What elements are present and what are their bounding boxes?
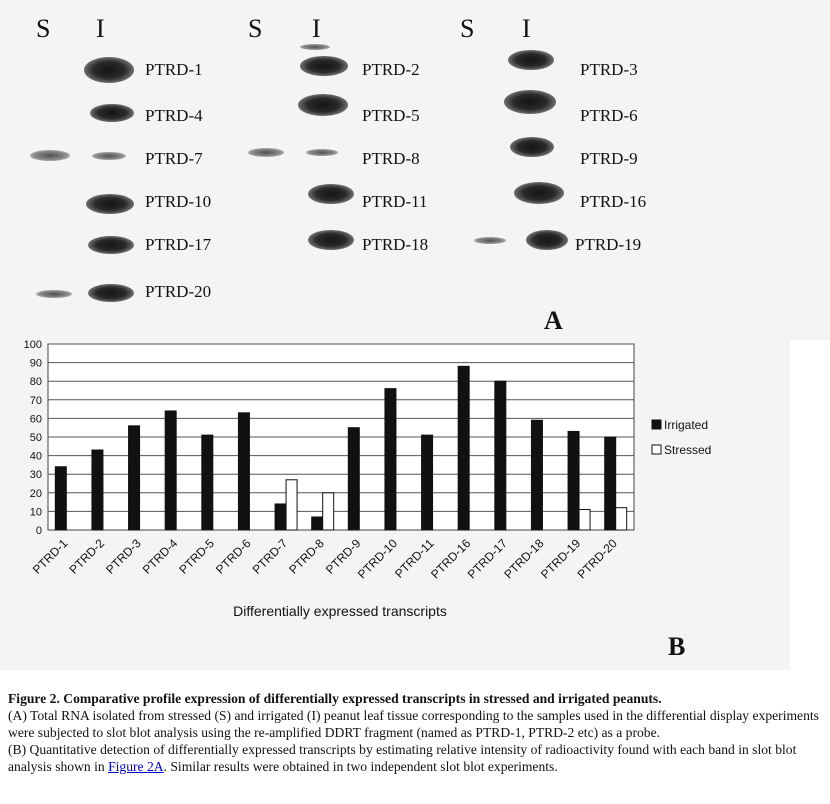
blot-label: PTRD-10 [145,192,212,211]
lane-header-irrigated: I [522,14,531,43]
x-tick-label: PTRD-9 [322,536,364,577]
blot-band [248,148,284,157]
y-tick-label: 20 [29,487,42,500]
bar-chart [0,338,790,670]
blot-band [86,194,134,214]
blot-band [504,90,556,114]
blot-band [308,184,354,204]
blot-label: PTRD-17 [145,235,212,254]
y-tick-label: 60 [29,413,42,426]
legend-swatch [652,420,661,429]
x-tick-label: PTRD-2 [66,536,108,577]
x-tick-label: PTRD-19 [537,536,584,582]
blot-band [508,50,554,70]
y-tick-label: 30 [29,469,42,482]
figure-caption [8,690,824,775]
bar-irrigated [312,517,323,530]
bar-irrigated [422,435,433,530]
lane-header-stressed: S [248,14,263,43]
caption-text: . Similar results were obtained in two independent slot blot experiments. [163,759,558,774]
legend-label: Irrigated [664,418,709,432]
panel-letter-a: A [544,306,563,335]
x-tick-label: PTRD-5 [176,536,217,577]
x-tick-label: PTRD-18 [501,536,547,582]
bar-irrigated [55,467,66,530]
figure-2a-link[interactable]: Figure 2A [108,759,164,774]
blot-label: PTRD-20 [145,282,212,301]
bar-irrigated [605,437,616,530]
bar-irrigated [238,413,249,530]
lane-header-irrigated: I [96,14,105,43]
blot-label: PTRD-8 [362,149,420,168]
lane-header-stressed: S [36,14,51,43]
x-tick-label: PTRD-10 [354,536,401,582]
y-tick-label: 40 [29,450,42,463]
blot-label: PTRD-3 [580,60,638,79]
blot-label: PTRD-1 [145,60,203,79]
x-tick-label: PTRD-3 [103,536,144,577]
legend-swatch [652,445,661,454]
x-tick-label: PTRD-7 [249,536,291,577]
y-tick-label: 50 [29,432,42,444]
caption-text: (B) Quantitative detection of differentially expressed transcripts by estimating relative intensity of radioactivity found with each band in slot blot analysis shown in [8,742,797,774]
blot-label: PTRD-5 [362,106,420,125]
blot-band [306,149,338,156]
blot-label: PTRD-4 [145,106,203,125]
caption-paragraph-b [8,741,824,775]
bar-irrigated [495,381,506,530]
x-tick-label: PTRD-20 [574,536,620,582]
blot-band [92,152,126,160]
caption-paragraph-a: (A) Total RNA isolated from stressed (S) and irrigated (I) peanut leaf tissue corresponding to the samples used in the differential display experiments were subjected to slot blot analysis using the re-amplified DDRT fragment (named as PTRD-1, PTRD-2 etc) as a probe. [8,708,819,740]
x-tick-label: PTRD-8 [286,536,327,577]
blot-label: PTRD-11 [362,192,428,211]
caption-title: Figure 2. Comparative profile expression of differentially expressed transcripts in stressed and irrigated peanuts. [8,691,662,706]
y-tick-label: 90 [29,357,42,370]
lane-header-irrigated: I [312,14,321,43]
x-axis-label: Differentially expressed transcripts [233,603,447,619]
blot-band [30,150,70,161]
blot-label: PTRD-2 [362,60,420,79]
blot-label: PTRD-16 [580,192,647,211]
bar-irrigated [385,389,396,530]
y-tick-label: 0 [35,525,42,537]
blot-band [526,230,568,250]
x-tick-label: PTRD-6 [213,536,254,577]
blot-band [90,104,134,122]
y-tick-label: 70 [29,394,42,407]
y-tick-label: 100 [23,339,42,351]
blot-label: PTRD-7 [145,149,203,168]
bar-irrigated [165,411,176,530]
blot-band [308,230,354,250]
bar-chart-panel [0,338,790,670]
x-tick-label: PTRD-11 [392,536,437,581]
blot-band [84,57,134,83]
blot-label: PTRD-9 [580,149,638,168]
bar-stressed [286,480,297,530]
y-tick-label: 80 [29,376,42,389]
blot-band [510,137,554,157]
bar-irrigated [129,426,140,530]
y-tick-label: 10 [29,506,42,519]
bar-stressed [323,493,334,530]
lane-header-stressed: S [460,14,475,43]
panel-letter-b: B [668,632,686,661]
legend-label: Stressed [664,443,712,457]
blot-band [298,94,348,116]
blot-band [300,44,330,50]
blot-label: PTRD-6 [580,106,638,125]
bar-irrigated [348,428,359,530]
bar-irrigated [92,450,103,530]
bar-irrigated [202,435,213,530]
slot-blot-image [0,0,830,340]
blot-band [88,284,134,302]
bar-stressed [616,508,627,530]
blot-band [474,237,506,244]
x-tick-label: PTRD-16 [428,536,474,582]
blot-label: PTRD-19 [575,235,642,254]
x-tick-label: PTRD-4 [139,536,181,577]
bar-irrigated [531,420,542,530]
x-tick-label: PTRD-1 [29,536,71,577]
blot-band [36,290,72,298]
x-tick-label: PTRD-17 [464,536,510,582]
blot-band [514,182,564,204]
blot-band [88,236,134,254]
bar-irrigated [458,366,469,530]
bar-stressed [579,510,590,530]
bar-irrigated [275,504,286,530]
bar-irrigated [568,431,579,530]
blot-label: PTRD-18 [362,235,429,254]
blot-band [300,56,348,76]
